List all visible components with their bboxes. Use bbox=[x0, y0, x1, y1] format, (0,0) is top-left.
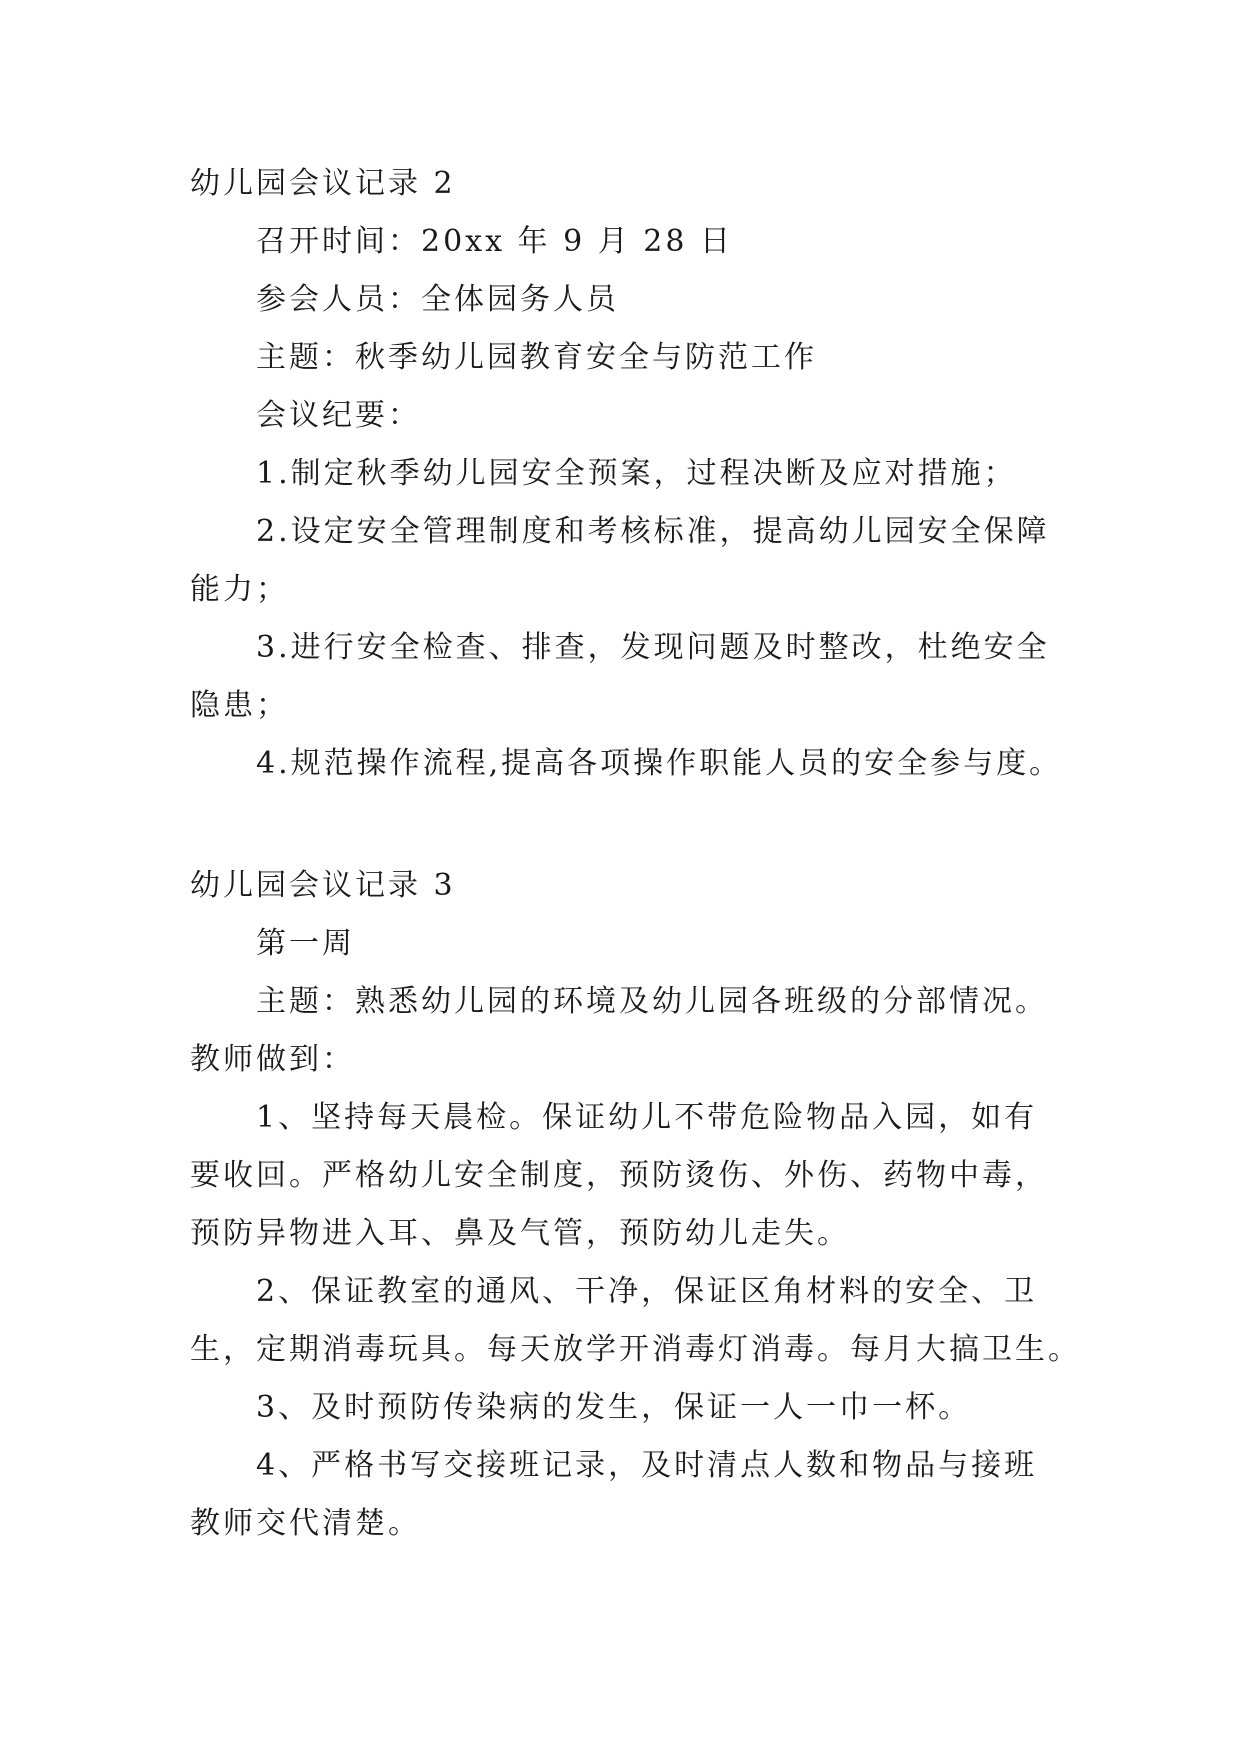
record2-item-3-line-2: 隐患； bbox=[190, 688, 289, 723]
record3-item-1-line-2: 要收回。严格幼儿安全制度，预防烫伤、外伤、药物中毒， bbox=[190, 1158, 1048, 1193]
record2-item-1: 1.制定秋季幼儿园安全预案，过程决断及应对措施； bbox=[256, 456, 1017, 491]
record3-week: 第一周 bbox=[256, 926, 355, 961]
record2-time: 召开时间：20xx 年 9 月 28 日 bbox=[256, 224, 733, 259]
record2-summary-label: 会议纪要： bbox=[256, 398, 421, 433]
record3-item-4-line-2: 教师交代清楚。 bbox=[190, 1506, 421, 1541]
record3-item-2-line-2: 生，定期消毒玩具。每天放学开消毒灯消毒。每月大搞卫生。 bbox=[190, 1332, 1081, 1367]
record3-topic: 主题：熟悉幼儿园的环境及幼儿园各班级的分部情况。 bbox=[256, 984, 1048, 1019]
record2-item-3-line-1: 3.进行安全检查、排查，发现问题及时整改，杜绝安全 bbox=[256, 630, 1050, 665]
record2-topic: 主题：秋季幼儿园教育安全与防范工作 bbox=[256, 340, 817, 375]
document-body bbox=[190, 155, 1081, 1553]
record2-item-2-line-1: 2.设定安全管理制度和考核标准，提高幼儿园安全保障 bbox=[256, 514, 1050, 549]
section-gap bbox=[190, 793, 1060, 857]
record2-attendees: 参会人员：全体园务人员 bbox=[256, 282, 619, 317]
record2-item-4: 4.规范操作流程,提高各项操作职能人员的安全参与度。 bbox=[256, 746, 1063, 781]
record3-item-2-line-1: 2、保证教室的通风、干净，保证区角材料的安全、卫 bbox=[256, 1274, 1038, 1309]
record3-title: 幼儿园会议记录 3 bbox=[190, 868, 456, 903]
record2-title: 幼儿园会议记录 2 bbox=[190, 166, 456, 201]
record3-item-1-line-3: 预防异物进入耳、鼻及气管，预防幼儿走失。 bbox=[190, 1216, 850, 1251]
record3-item-4-line-1: 4、严格书写交接班记录，及时清点人数和物品与接班 bbox=[256, 1448, 1038, 1483]
record3-item-1-line-1: 1、坚持每天晨检。保证幼儿不带危险物品入园，如有 bbox=[256, 1100, 1038, 1135]
record3-item-3: 3、及时预防传染病的发生，保证一人一巾一杯。 bbox=[256, 1390, 972, 1425]
record2-item-2-line-2: 能力； bbox=[190, 572, 289, 607]
record3-teacher-label: 教师做到： bbox=[190, 1042, 355, 1077]
